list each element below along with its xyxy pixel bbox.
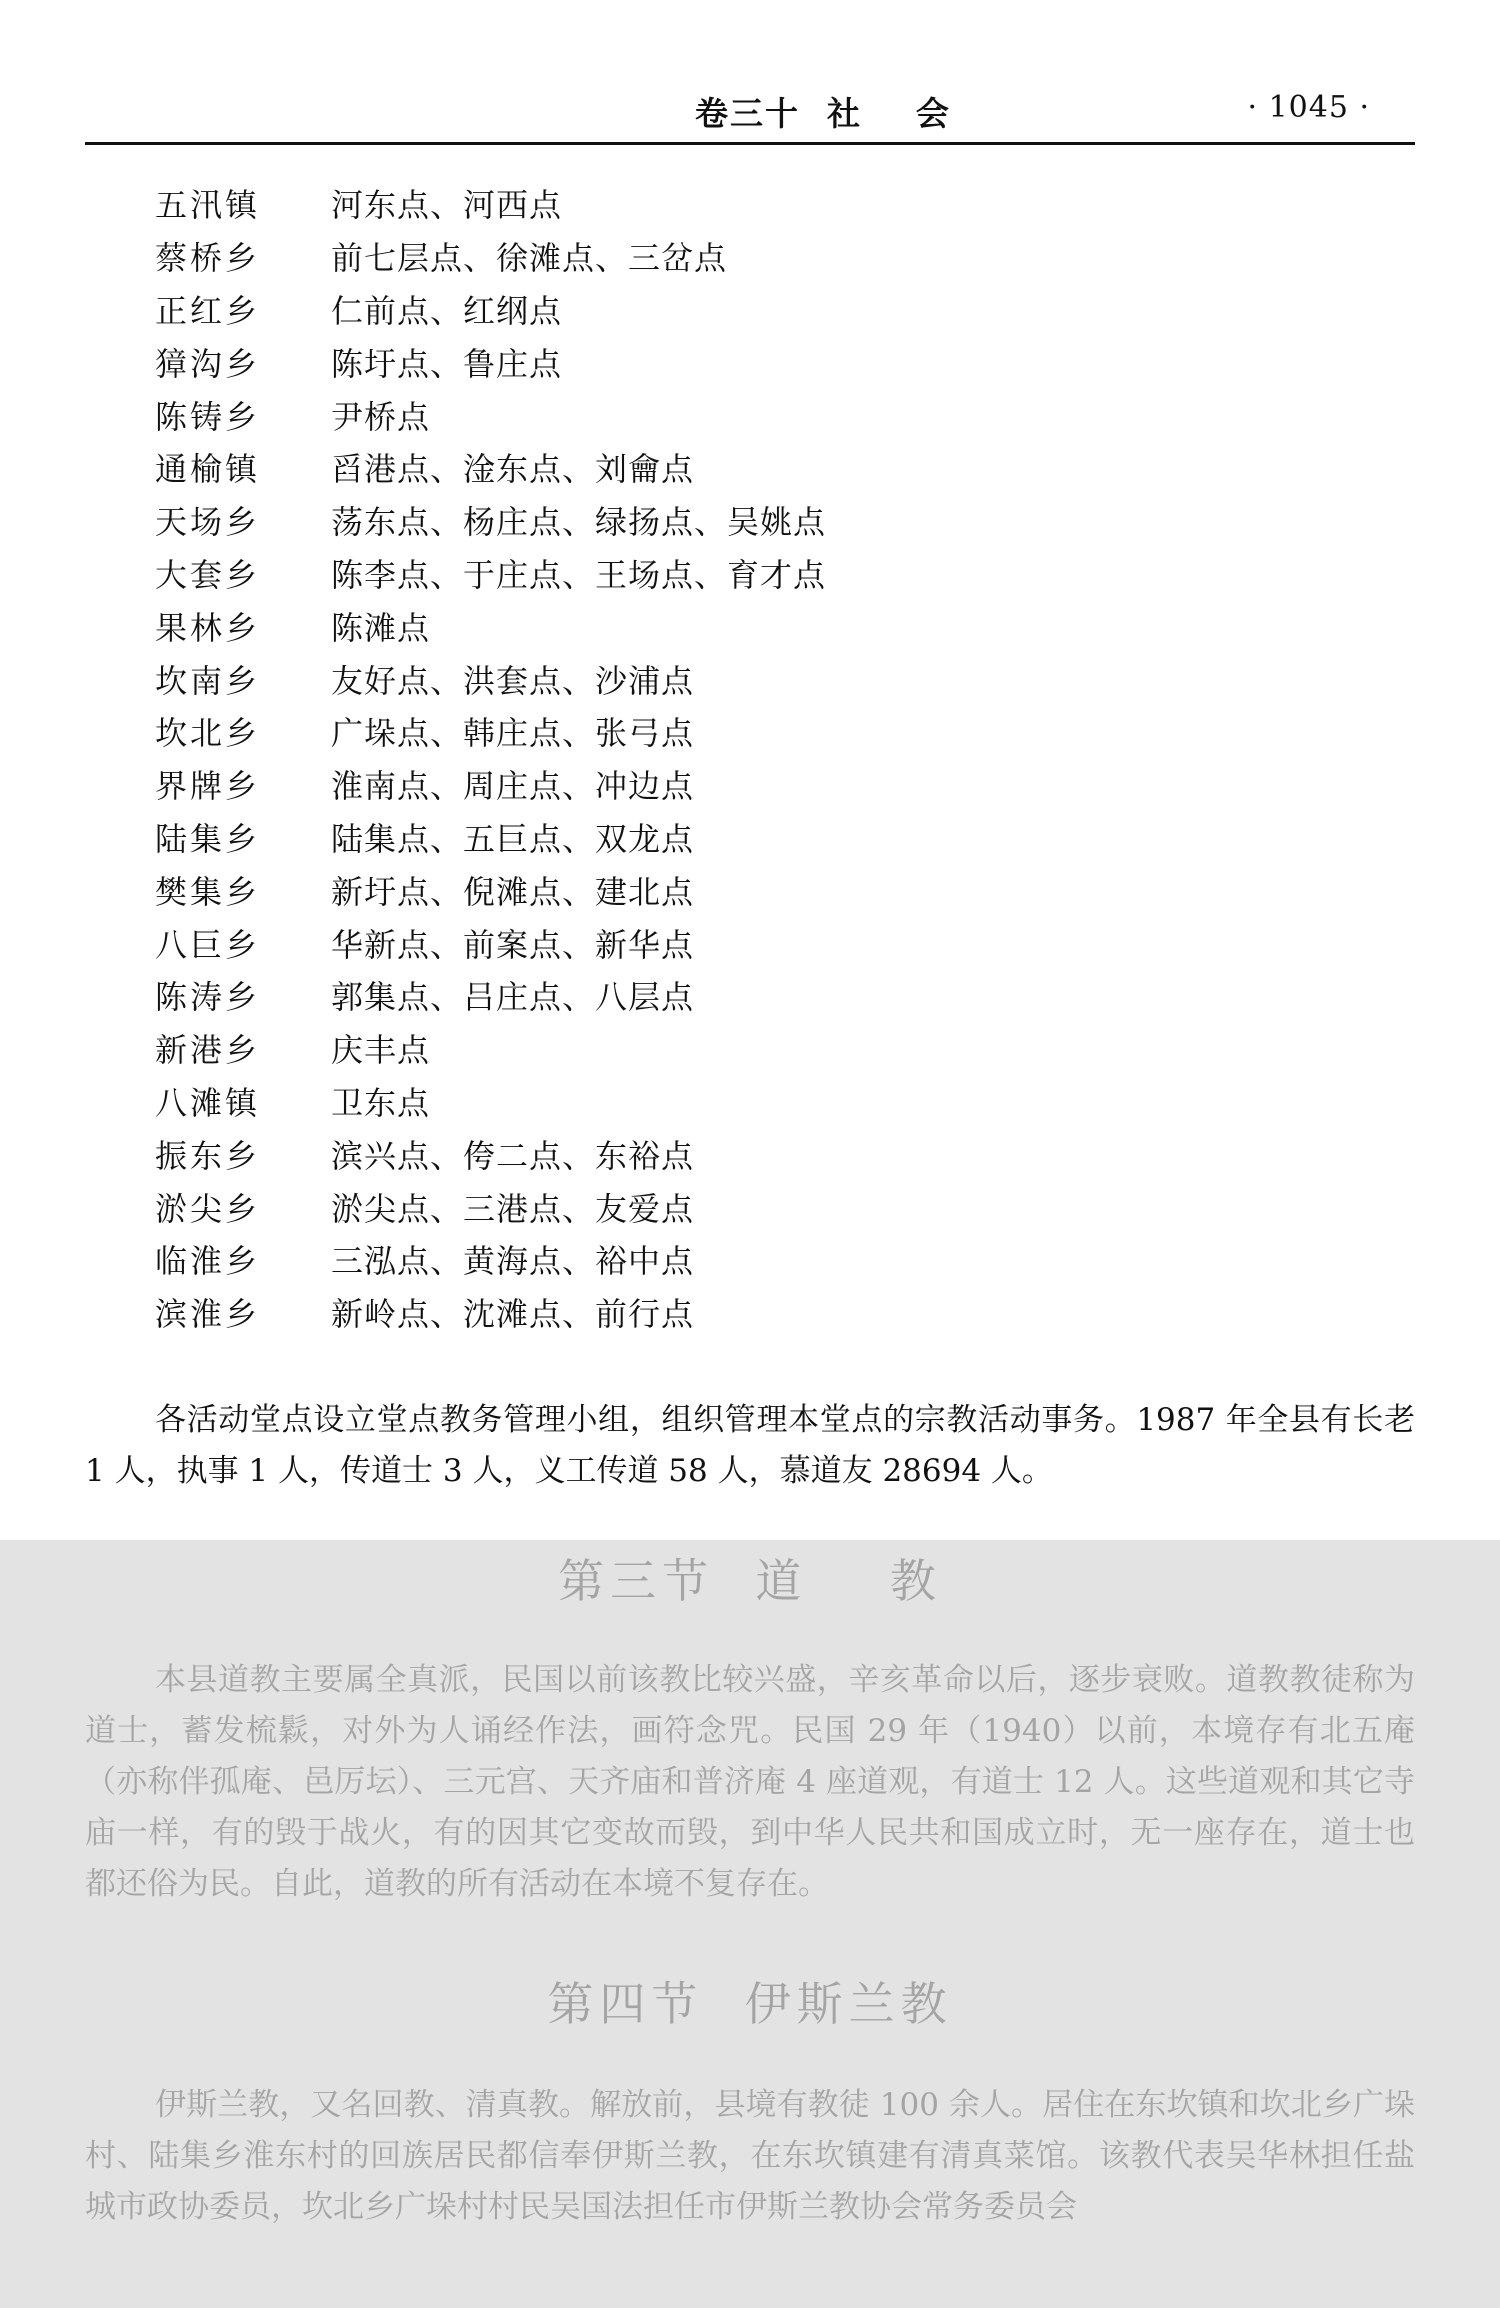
list-item bbox=[155, 335, 1355, 388]
church-points: 淮南点、周庄点、冲边点 bbox=[331, 767, 695, 806]
church-points: 滨兴点、侉二点、东裕点 bbox=[331, 1136, 695, 1175]
list-item bbox=[155, 863, 1355, 916]
list-item bbox=[155, 1022, 1355, 1075]
town-name: 樊集乡 bbox=[155, 872, 261, 911]
town-name: 淤尖乡 bbox=[155, 1189, 261, 1228]
town-name: 獐沟乡 bbox=[155, 344, 261, 383]
town-name: 临淮乡 bbox=[155, 1242, 261, 1281]
list-item bbox=[155, 283, 1355, 336]
town-name: 果林乡 bbox=[155, 608, 261, 647]
list-item bbox=[155, 1075, 1355, 1128]
town-name: 界牌乡 bbox=[155, 767, 261, 806]
town-name: 坎北乡 bbox=[155, 714, 261, 753]
list-item bbox=[155, 599, 1355, 652]
church-points: 陈李点、于庄点、王场点、育才点 bbox=[331, 555, 827, 594]
church-points: 舀港点、淦东点、刘龠点 bbox=[331, 450, 695, 489]
church-points: 尹桥点 bbox=[331, 397, 431, 436]
town-name: 正红乡 bbox=[155, 291, 261, 330]
list-item bbox=[155, 1127, 1355, 1180]
church-points-list bbox=[155, 177, 1355, 1339]
town-name: 陈涛乡 bbox=[155, 978, 261, 1017]
page-header bbox=[85, 78, 1415, 142]
church-points: 郭集点、吕庄点、八层点 bbox=[331, 978, 695, 1017]
list-item bbox=[155, 230, 1355, 283]
list-item bbox=[155, 811, 1355, 864]
church-points: 河东点、河西点 bbox=[331, 186, 563, 225]
town-name: 振东乡 bbox=[155, 1136, 261, 1175]
town-name: 八巨乡 bbox=[155, 925, 261, 964]
header-rule bbox=[85, 142, 1415, 145]
church-points: 华新点、前案点、新华点 bbox=[331, 925, 695, 964]
town-name: 通榆镇 bbox=[155, 450, 261, 489]
town-name: 天场乡 bbox=[155, 503, 261, 542]
list-item bbox=[155, 1180, 1355, 1233]
page-number: · 1045 · bbox=[1247, 90, 1370, 125]
section-4-heading: 第四节 伊斯兰教 bbox=[547, 1977, 953, 2031]
list-item bbox=[155, 1286, 1355, 1339]
church-points: 新圩点、倪滩点、建北点 bbox=[331, 872, 695, 911]
list-item bbox=[155, 705, 1355, 758]
church-points: 卫东点 bbox=[331, 1083, 431, 1122]
church-points: 友好点、洪套点、沙浦点 bbox=[331, 661, 695, 700]
running-title: 卷三十 社 会 bbox=[695, 94, 951, 133]
town-name: 蔡桥乡 bbox=[155, 239, 261, 278]
church-points: 陈滩点 bbox=[331, 608, 431, 647]
church-points: 广垛点、韩庄点、张弓点 bbox=[331, 714, 695, 753]
town-name: 滨淮乡 bbox=[155, 1295, 261, 1334]
church-points: 新岭点、沈滩点、前行点 bbox=[331, 1295, 695, 1334]
church-points: 陆集点、五巨点、双龙点 bbox=[331, 819, 695, 858]
list-item bbox=[155, 758, 1355, 811]
list-item bbox=[155, 652, 1355, 705]
taoism-paragraph: 本县道教主要属全真派，民国以前该教比较兴盛，辛亥革命以后，逐步衰败。道教教徒称为道士，蓄发梳鬏，对外为人诵经作法，画符念咒。民国 29 年（1940）以前，本境存有北五庵（亦称伴孤庵、邑厉坛）、三元宫、天齐庙和普济庵 4 座道观，有道士 12 人。这些道观和其它寺庙一样，有的毁于战火，有的因其它变故而毁，到中华人民共和国成立时，无一座存在，道士也都还俗为民。自此，道教的所有活动在本境不复存在。 bbox=[85, 1662, 1415, 1902]
list-item bbox=[155, 916, 1355, 969]
list-item bbox=[155, 177, 1355, 230]
town-name: 八滩镇 bbox=[155, 1083, 261, 1122]
town-name: 陈铸乡 bbox=[155, 397, 261, 436]
list-item bbox=[155, 969, 1355, 1022]
church-points: 荡东点、杨庄点、绿扬点、吴姚点 bbox=[331, 503, 827, 542]
church-points: 淤尖点、三港点、友爱点 bbox=[331, 1189, 695, 1228]
section-3-heading: 第三节 道 教 bbox=[558, 1554, 942, 1608]
town-name: 新港乡 bbox=[155, 1031, 261, 1070]
list-item bbox=[155, 1233, 1355, 1286]
church-points: 仁前点、红纲点 bbox=[331, 291, 563, 330]
town-name: 坎南乡 bbox=[155, 661, 261, 700]
town-name: 五汛镇 bbox=[155, 186, 261, 225]
church-points: 庆丰点 bbox=[331, 1031, 431, 1070]
islam-paragraph: 伊斯兰教，又名回教、清真教。解放前，县境有教徒 100 余人。居住在东坎镇和坎北乡广垛村、陆集乡淮东村的回族居民都信奉伊斯兰教，在东坎镇建有清真菜馆。该教代表吴华林担任盐城市政协委员，坎北乡广垛村村民吴国法担任市伊斯兰教协会常务委员会 bbox=[85, 2087, 1415, 2225]
list-item bbox=[155, 388, 1355, 441]
church-points: 三泓点、黄海点、裕中点 bbox=[331, 1242, 695, 1281]
list-item bbox=[155, 494, 1355, 547]
town-name: 大套乡 bbox=[155, 555, 261, 594]
list-item bbox=[155, 547, 1355, 600]
church-points: 前七层点、徐滩点、三岔点 bbox=[331, 239, 728, 278]
christian-summary-paragraph: 各活动堂点设立堂点教务管理小组，组织管理本堂点的宗教活动事务。1987 年全县有长老 1 人，执事 1 人，传道士 3 人，义工传道 58 人，慕道友 28694 人。 bbox=[85, 1402, 1415, 1489]
church-points: 陈圩点、鲁庄点 bbox=[331, 344, 563, 383]
list-item bbox=[155, 441, 1355, 494]
town-name: 陆集乡 bbox=[155, 819, 261, 858]
